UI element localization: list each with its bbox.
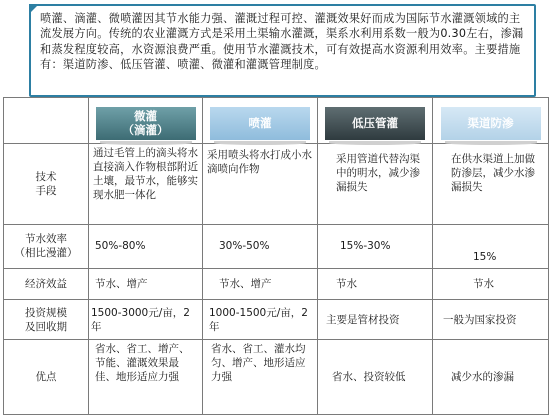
table-row-advantages	[4, 340, 549, 415]
header-cell-canal	[433, 98, 549, 144]
row-label-economic: 经济效益	[4, 268, 89, 300]
method-label-canal-seepage-control: 渠道防渗	[441, 107, 541, 140]
comparison-table	[3, 97, 549, 415]
cell-efficiency-micro: 50%-80%	[89, 224, 203, 268]
cell-economic-pipe: 节水	[318, 268, 433, 300]
row-label-advantages: 优点	[4, 340, 89, 415]
cell-technique-canal: 在供水渠道上加做防渗层，减少水渗漏损失	[433, 144, 549, 225]
corner-cell	[4, 98, 89, 144]
method-label-sprinkler: 喷灌	[210, 107, 310, 140]
table-row-efficiency	[4, 224, 549, 268]
cell-advantages-micro: 省水、省工、增产、节能、灌溉效果最佳、地形适应力强	[89, 340, 203, 415]
corner-accent	[29, 4, 39, 14]
cell-economic-micro: 节水、增产	[89, 268, 203, 300]
cell-investment-canal: 一般为国家投资	[433, 300, 549, 340]
cell-technique-micro: 通过毛管上的滴头将水直接滴入作物根部附近土壤，最节水，能够实现水肥一体化	[89, 144, 203, 225]
cell-investment-pipe: 主要是管材投资	[318, 300, 433, 340]
cell-economic-canal: 节水	[433, 268, 549, 300]
header-cell-pipe	[318, 98, 433, 144]
cell-efficiency-pipe: 15%-30%	[318, 224, 433, 268]
cell-advantages-sprinkler: 省水、省工、灌水均匀、增产、地形适应力强	[203, 340, 318, 415]
row-label-efficiency: 节水效率 （相比漫灌）	[4, 224, 89, 268]
cell-technique-sprinkler: 采用喷头将水打成小水滴喷向作物	[203, 144, 318, 225]
method-label-micro-irrigation: 微灌 （滴灌）	[96, 107, 196, 140]
cell-technique-pipe: 采用管道代替沟渠中的明水，减少渗漏损失	[318, 144, 433, 225]
cell-investment-sprinkler: 1000-1500元/亩，2 年	[203, 300, 318, 340]
intro-textbox: 喷灌、滴灌、微喷灌因其节水能力强、灌溉过程可控、灌溉效果好而成为国际节水灌溉领域的主流发展方向。传统的农业灌溉方式是采用土渠输水灌溉，渠系水利用系数一般为0.30左右，渗漏和蒸发程度较高，水资源浪费严重。使用节水灌溉技术，可有效提高水资源利用效率。主要措施有：渠道防渗、低压管灌、喷灌、微灌和灌溉管理制度。	[29, 4, 536, 97]
table-row-economic	[4, 268, 549, 300]
cell-advantages-pipe: 省水、投资较低	[318, 340, 433, 415]
cell-advantages-canal: 减少水的渗漏	[433, 340, 549, 415]
table-row-investment	[4, 300, 549, 340]
cell-efficiency-canal: 15%	[433, 224, 549, 268]
cell-efficiency-sprinkler: 30%-50%	[203, 224, 318, 268]
row-label-technique: 技术 手段	[4, 144, 89, 225]
method-label-low-pressure-pipe: 低压管灌	[325, 107, 425, 140]
cell-economic-sprinkler: 节水、增产	[203, 268, 318, 300]
table-row-technique	[4, 144, 549, 225]
header-cell-sprinkler	[203, 98, 318, 144]
cell-investment-micro: 1500-3000元/亩，2 年	[89, 300, 203, 340]
header-cell-micro	[89, 98, 203, 144]
row-label-investment: 投资规模 及回收期	[4, 300, 89, 340]
header-row	[4, 98, 549, 144]
